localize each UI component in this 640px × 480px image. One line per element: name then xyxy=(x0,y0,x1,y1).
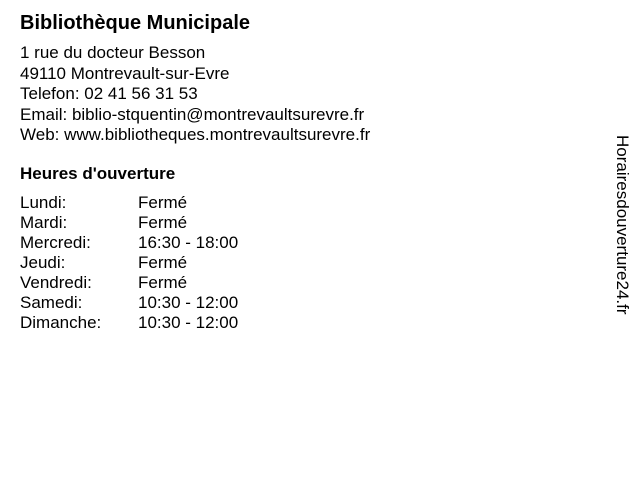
website-url: Web: www.bibliotheques.montrevaultsurevre.fr xyxy=(20,125,371,144)
day-hours: Fermé xyxy=(138,213,188,232)
hours-table xyxy=(20,193,238,333)
day-label: Mardi: xyxy=(20,213,68,232)
day-label: Vendredi: xyxy=(20,273,92,292)
hours-heading: Heures d'ouverture xyxy=(20,164,176,183)
contact-info xyxy=(20,43,370,146)
day-hours: 10:30 - 12:00 xyxy=(138,313,239,332)
hours-row-monday xyxy=(20,193,238,213)
day-label: Mercredi: xyxy=(20,233,91,252)
day-label: Dimanche: xyxy=(20,313,102,332)
day-hours: Fermé xyxy=(138,253,188,272)
hours-row-tuesday xyxy=(20,213,238,233)
address-street: 1 rue du docteur Besson xyxy=(20,43,206,62)
day-hours: Fermé xyxy=(138,193,188,212)
day-hours: 16:30 - 18:00 xyxy=(138,233,239,252)
day-label: Samedi: xyxy=(20,293,83,312)
day-hours: Fermé xyxy=(138,273,188,292)
site-watermark: Horairesdouverture24.fr xyxy=(613,135,632,315)
hours-row-friday xyxy=(20,273,238,293)
email-address: Email: biblio-stquentin@montrevaultsurevre.fr xyxy=(20,104,365,124)
hours-row-saturday xyxy=(20,293,238,313)
phone-number: Telefon: 02 41 56 31 53 xyxy=(20,84,198,103)
day-hours: 10:30 - 12:00 xyxy=(138,293,239,312)
page-title: Bibliothèque Municipale xyxy=(20,12,251,34)
hours-row-thursday xyxy=(20,253,238,273)
day-label: Lundi: xyxy=(20,193,67,212)
address-city: 49110 Montrevault-sur-Evre xyxy=(20,63,230,83)
hours-row-sunday xyxy=(20,313,238,333)
day-label: Jeudi: xyxy=(20,253,66,272)
hours-row-wednesday xyxy=(20,233,238,253)
